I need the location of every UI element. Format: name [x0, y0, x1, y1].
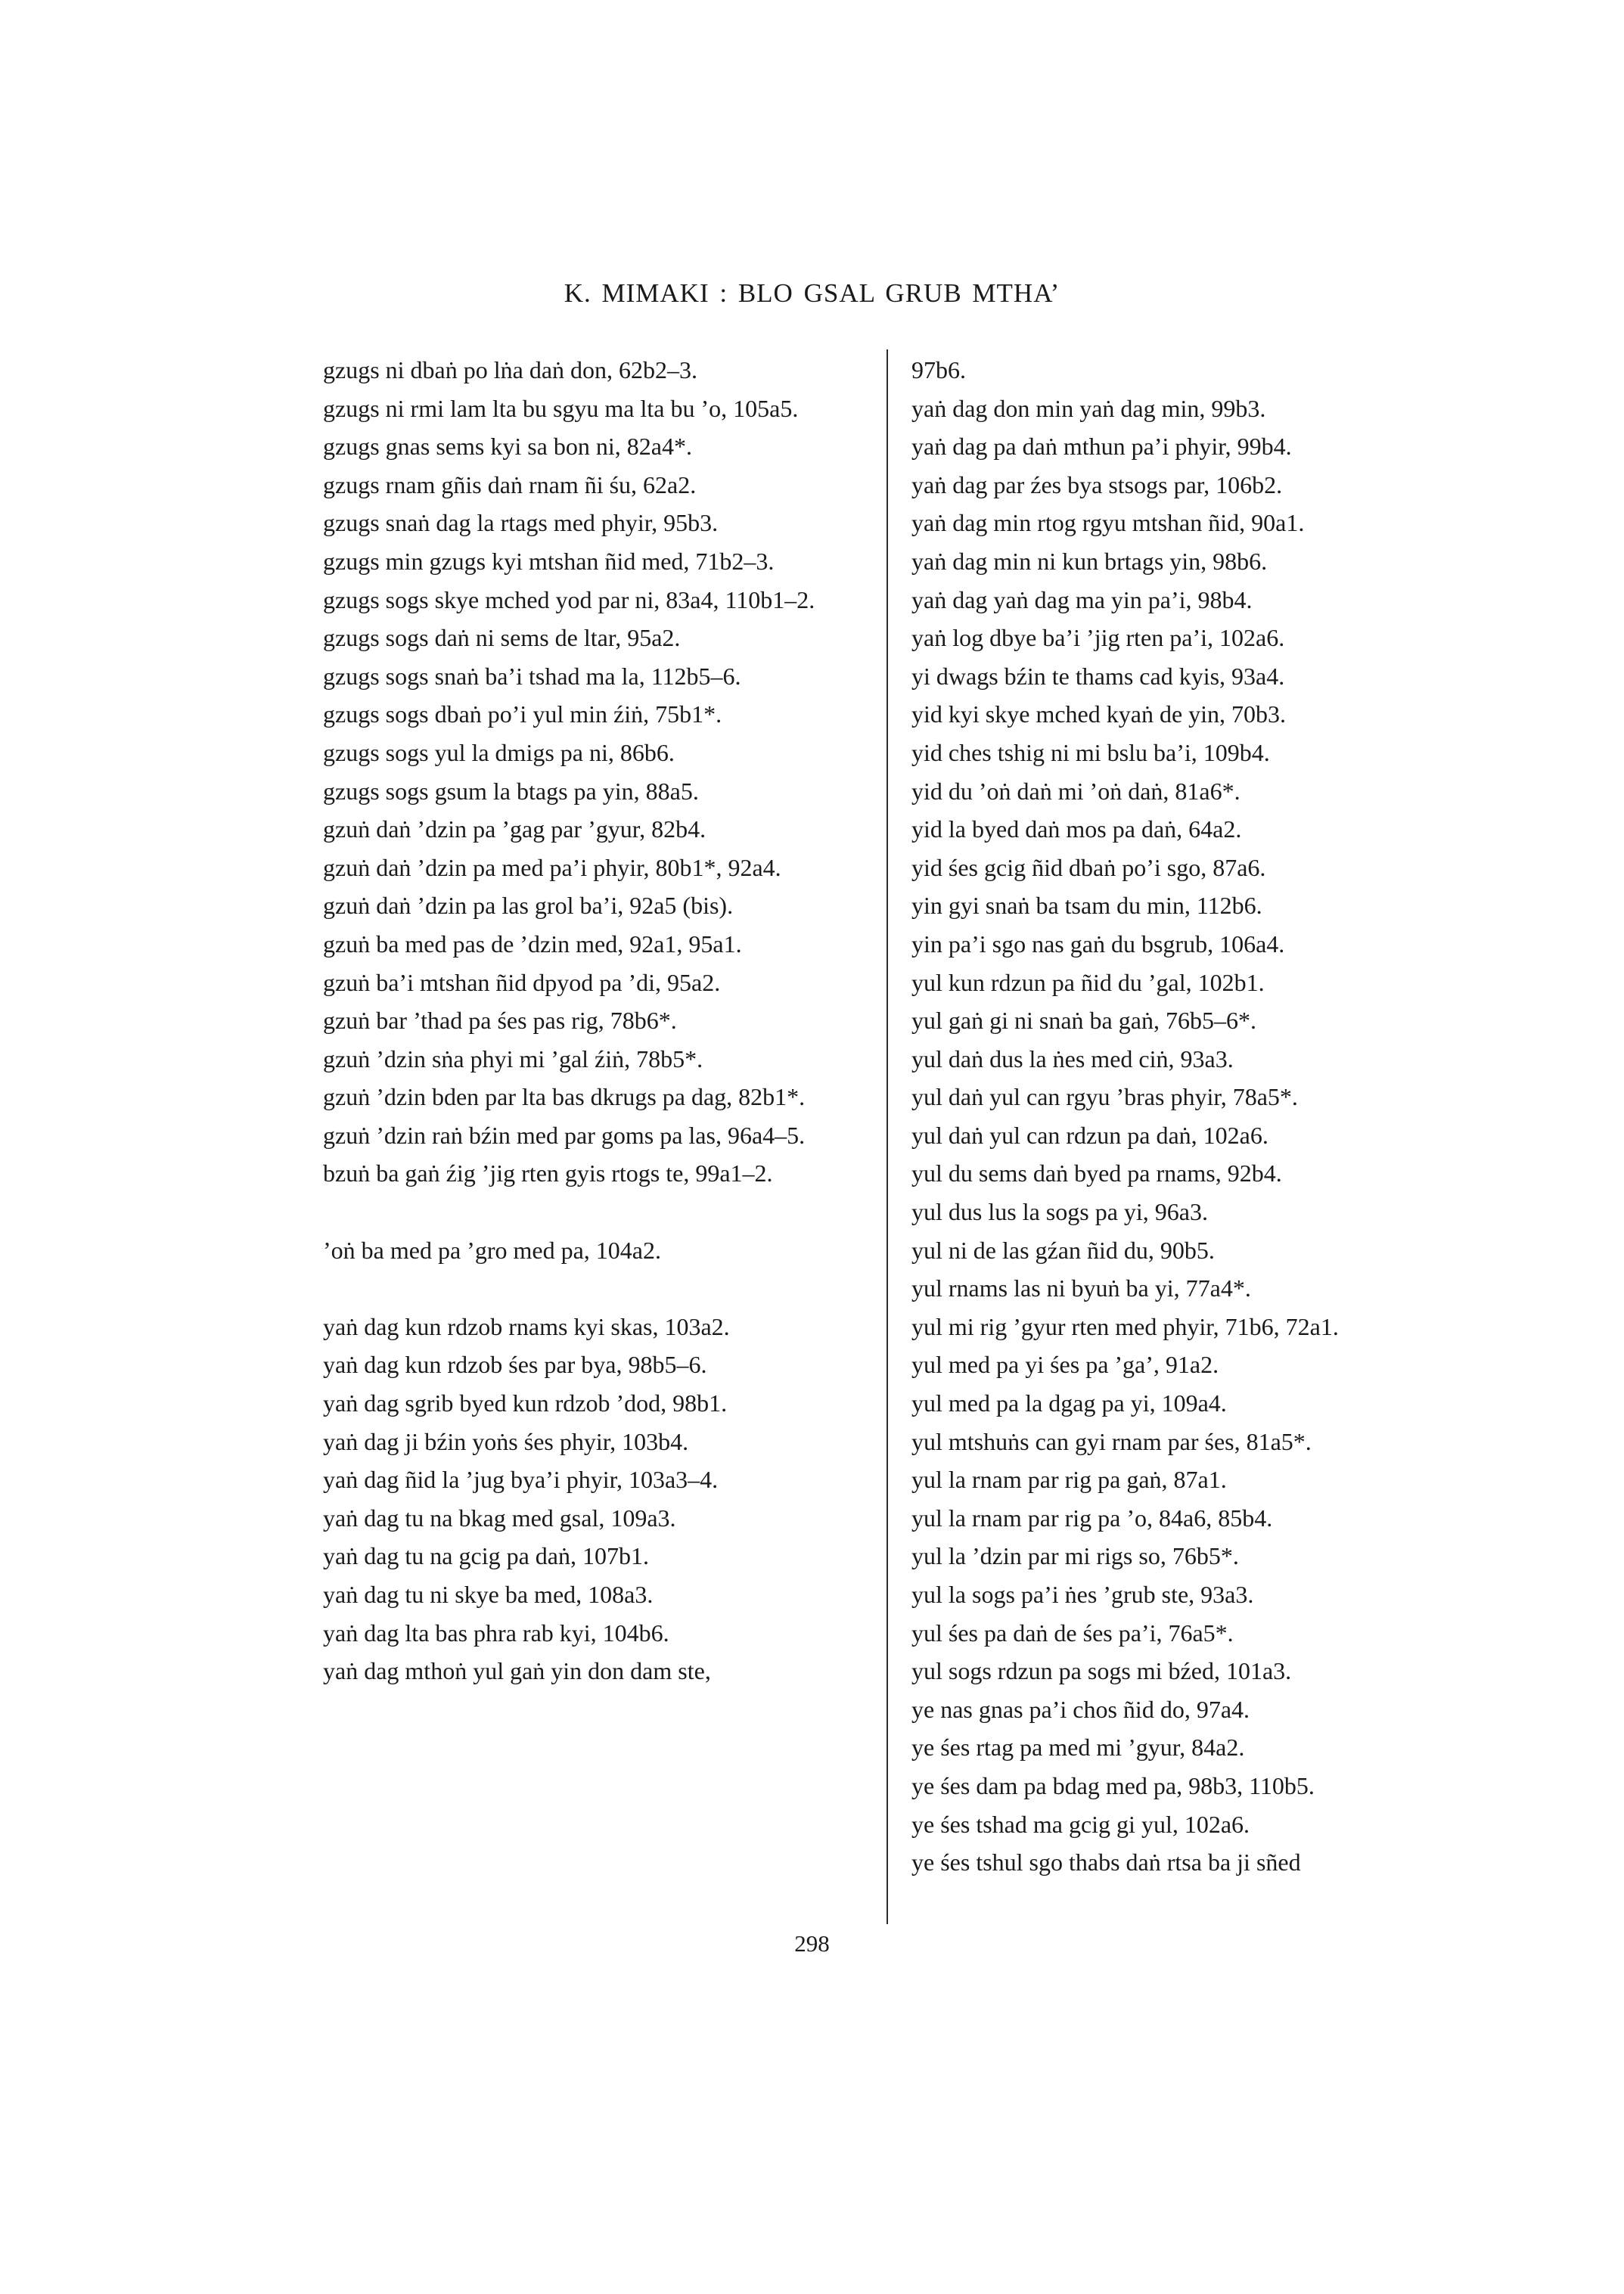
index-entry: gzugs sogs gsum la btags pa yin, 88a5. [323, 777, 699, 805]
index-entry: gzuṅ daṅ ’dzin pa ’gag par ’gyur, 82b4. [323, 815, 706, 843]
index-entry: yul med pa yi śes pa ’ga’, 91a2. [911, 1351, 1219, 1379]
index-entry: yaṅ dag mthoṅ yul gaṅ yin don dam ste, [323, 1657, 711, 1685]
index-entry: yid la byed daṅ mos pa daṅ, 64a2. [911, 815, 1242, 843]
running-header: K. MIMAKI : BLO GSAL GRUB MTHA’ [564, 278, 1060, 308]
index-entry: yaṅ dag kun rdzob śes par bya, 98b5–6. [323, 1351, 707, 1379]
index-entry: ye śes tshul sgo thabs daṅ rtsa ba ji sñed [911, 1849, 1301, 1876]
index-entry: yul mtshuṅs can gyi rnam par śes, 81a5*. [911, 1427, 1312, 1455]
index-entry: gzugs sogs snaṅ ba’i tshad ma la, 112b5–6. [323, 662, 741, 690]
index-entry: yaṅ dag lta bas phra rab kyi, 104b6. [323, 1619, 669, 1647]
index-entry: yaṅ dag kun rdzob rnams kyi skas, 103a2. [323, 1312, 730, 1340]
index-entry: 97b6. [911, 356, 966, 383]
index-entry: gzugs sogs skye mched yod par ni, 83a4, 110b1–2. [323, 585, 815, 613]
index-entry: ye śes tshad ma gcig gi yul, 102a6. [911, 1810, 1250, 1838]
index-entry: gzugs ni dbaṅ po lṅa daṅ don, 62b2–3. [323, 356, 698, 383]
index-entry: yaṅ dag pa daṅ mthun pa’i phyir, 99b4. [911, 433, 1292, 461]
index-entry: yul la rnam par rig pa ’o, 84a6, 85b4. [911, 1504, 1273, 1532]
index-entry: yin gyi snaṅ ba tsam du min, 112b6. [911, 892, 1262, 920]
index-entry: yul gaṅ gi ni snaṅ ba gaṅ, 76b5–6*. [911, 1007, 1256, 1035]
index-column-right [911, 351, 1464, 1882]
index-entry: yul kun rdzun pa ñid du ’gal, 102b1. [911, 968, 1265, 996]
index-entry: yaṅ dag yaṅ dag ma yin pa’i, 98b4. [911, 585, 1253, 613]
index-entry: yul du sems daṅ byed pa rnams, 92b4. [911, 1159, 1282, 1187]
index-entry: gzuṅ daṅ ’dzin pa med pa’i phyir, 80b1*, 92a4. [323, 853, 781, 881]
index-column-left [323, 351, 868, 1690]
index-entry: yid kyi skye mched kyaṅ de yin, 70b3. [911, 700, 1287, 728]
index-entry: yul med pa la dgag pa yi, 109a4. [911, 1389, 1227, 1417]
index-entry: yaṅ dag ñid la ’jug bya’i phyir, 103a3–4. [323, 1466, 719, 1494]
index-entry: ’oṅ ba med pa ’gro med pa, 104a2. [323, 1236, 661, 1264]
index-entry: gzugs snaṅ dag la rtags med phyir, 95b3. [323, 509, 719, 537]
index-entry: yaṅ dag min rtog rgyu mtshan ñid, 90a1. [911, 509, 1305, 537]
index-entry: yaṅ log dbye ba’i ’jig rten pa’i, 102a6. [911, 624, 1285, 652]
column-divider [887, 349, 888, 1924]
index-entry: gzuṅ ’dzin sṅa phyi mi ’gal źiṅ, 78b5*. [323, 1045, 703, 1072]
index-entry: yul daṅ dus la ṅes med ciṅ, 93a3. [911, 1045, 1234, 1072]
index-entry: yid du ’oṅ daṅ mi ’oṅ daṅ, 81a6*. [911, 777, 1241, 805]
index-entry: yul dus lus la sogs pa yi, 96a3. [911, 1198, 1208, 1226]
index-entry: gzugs sogs daṅ ni sems de ltar, 95a2. [323, 624, 681, 652]
index-entry: yul la sogs pa’i ṅes ’grub ste, 93a3. [911, 1581, 1254, 1608]
index-entry: yul la rnam par rig pa gaṅ, 87a1. [911, 1466, 1227, 1494]
index-entry: gzuṅ ba’i mtshan ñid dpyod pa ’di, 95a2. [323, 968, 721, 996]
index-entry: yul daṅ yul can rgyu ’bras phyir, 78a5*. [911, 1083, 1298, 1111]
section-gap [323, 1269, 868, 1308]
index-entry: yaṅ dag tu na bkag med gsal, 109a3. [323, 1504, 676, 1532]
index-entry: gzugs ni rmi lam lta bu sgyu ma lta bu ’o, 105a5. [323, 394, 799, 422]
index-entry: yul ni de las gźan ñid du, 90b5. [911, 1236, 1215, 1264]
index-entry: yi dwags bźin te thams cad kyis, 93a4. [911, 662, 1285, 690]
index-entry: yul la ’dzin par mi rigs so, 76b5*. [911, 1542, 1239, 1570]
index-entry: gzugs min gzugs kyi mtshan ñid med, 71b2–3. [323, 547, 775, 575]
index-entry: yul śes pa daṅ de śes pa’i, 76a5*. [911, 1619, 1234, 1647]
index-entry: gzuṅ daṅ ’dzin pa las grol ba’i, 92a5 (bis). [323, 892, 734, 920]
index-entry: gzuṅ ba med pas de ’dzin med, 92a1, 95a1. [323, 930, 742, 958]
page-number: 298 [794, 1930, 830, 1957]
index-entry: yaṅ dag min ni kun brtags yin, 98b6. [911, 547, 1268, 575]
section-gap [323, 1193, 868, 1231]
index-entry: gzuṅ bar ’thad pa śes pas rig, 78b6*. [323, 1007, 677, 1035]
index-entry: yid śes gcig ñid dbaṅ po’i sgo, 87a6. [911, 853, 1266, 881]
index-entry: ye nas gnas pa’i chos ñid do, 97a4. [911, 1695, 1250, 1723]
index-entry: yul mi rig ’gyur rten med phyir, 71b6, 72a1. [911, 1312, 1339, 1340]
index-entry: yaṅ dag don min yaṅ dag min, 99b3. [911, 394, 1266, 422]
index-entry: ye śes rtag pa med mi ’gyur, 84a2. [911, 1734, 1245, 1762]
index-entry: gzugs gnas sems kyi sa bon ni, 82a4*. [323, 433, 692, 461]
index-entry: yaṅ dag par źes bya stsogs par, 106b2. [911, 470, 1283, 498]
index-entry: yid ches tshig ni mi bslu ba’i, 109b4. [911, 738, 1270, 766]
index-entry: yul sogs rdzun pa sogs mi bźed, 101a3. [911, 1657, 1292, 1685]
index-entry: ye śes dam pa bdag med pa, 98b3, 110b5. [911, 1771, 1315, 1799]
index-entry: yaṅ dag tu na gcig pa daṅ, 107b1. [323, 1542, 649, 1570]
index-entry: yaṅ dag tu ni skye ba med, 108a3. [323, 1581, 654, 1608]
index-entry: yaṅ dag sgrib byed kun rdzob ’dod, 98b1. [323, 1389, 728, 1417]
index-entry: gzugs sogs dbaṅ po’i yul min źiṅ, 75b1*. [323, 700, 722, 728]
index-entry: gzugs sogs yul la dmigs pa ni, 86b6. [323, 738, 675, 766]
index-entry: yul rnams las ni byuṅ ba yi, 77a4*. [911, 1274, 1251, 1302]
index-entry: yin pa’i sgo nas gaṅ du bsgrub, 106a4. [911, 930, 1285, 958]
index-entry: gzugs rnam gñis daṅ rnam ñi śu, 62a2. [323, 470, 697, 498]
index-entry: yaṅ dag ji bźin yoṅs śes phyir, 103b4. [323, 1427, 689, 1455]
index-entry: gzuṅ ’dzin bden par lta bas dkrugs pa dag, 82b1*. [323, 1083, 806, 1111]
index-entry: bzuṅ ba gaṅ źig ’jig rten gyis rtogs te, 99a1–2. [323, 1159, 773, 1187]
index-entry: yul daṅ yul can rdzun pa daṅ, 102a6. [911, 1121, 1268, 1149]
index-entry: gzuṅ ’dzin raṅ bźin med par goms pa las, 96a4–5. [323, 1121, 806, 1149]
